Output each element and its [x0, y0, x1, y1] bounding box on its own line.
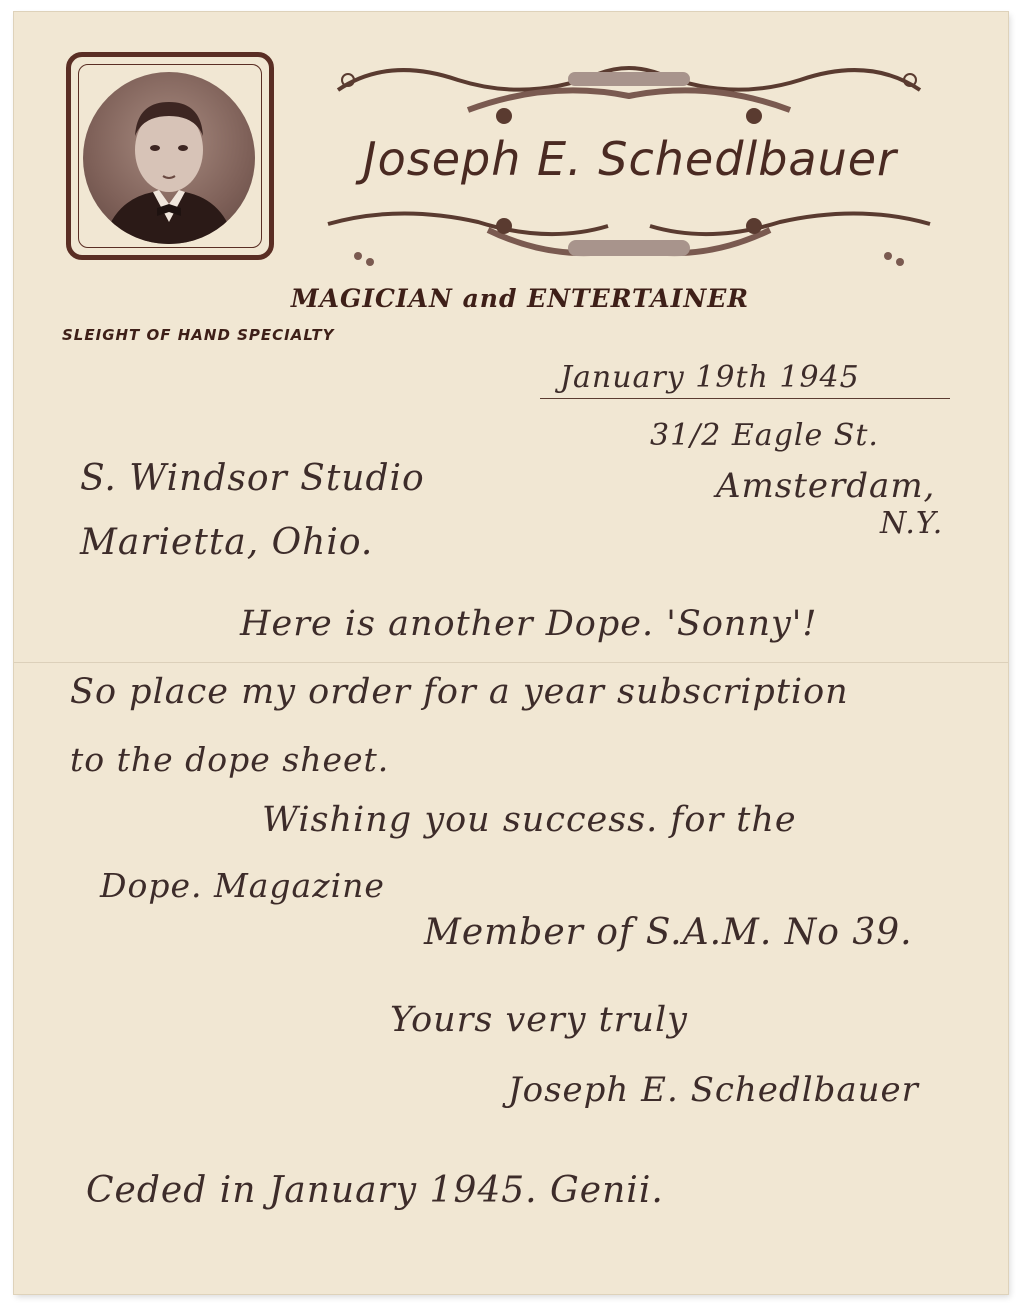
sender-address-line: Amsterdam,: [716, 466, 936, 506]
portrait-photo: [83, 72, 255, 244]
closing: Yours very truly: [390, 1000, 688, 1040]
letterhead-tagline: MAGICIAN and ENTERTAINER: [290, 284, 750, 313]
letter-date: January 19th 1945: [560, 360, 860, 395]
ornament-bottom: [318, 200, 940, 280]
body-line: Here is another Dope. 'Sonny'!: [240, 604, 818, 644]
membership-line: Member of S.A.M. No 39.: [424, 912, 913, 953]
footer-note: Ceded in January 1945. Genii.: [86, 1170, 664, 1211]
body-line: to the dope sheet.: [70, 740, 390, 779]
recipient-line: Marietta, Ohio.: [80, 522, 374, 563]
body-line: Wishing you success. for the: [262, 800, 797, 840]
letterhead-name: Joseph E. Schedlbauer: [363, 132, 897, 186]
fold-crease: [14, 662, 1008, 663]
recipient-line: S. Windsor Studio: [80, 458, 425, 499]
signature: Joseph E. Schedlbauer: [508, 1070, 919, 1110]
sender-address-line: N.Y.: [880, 506, 944, 541]
ornament-top: [318, 50, 940, 130]
sender-address-line: 31/2 Eagle St.: [650, 418, 879, 453]
date-rule: [540, 398, 950, 399]
body-line: So place my order for a year subscription: [70, 672, 849, 712]
letterhead-specialty: SLEIGHT OF HAND SPECIALTY: [62, 326, 335, 344]
body-line: Dope. Magazine: [100, 866, 385, 905]
